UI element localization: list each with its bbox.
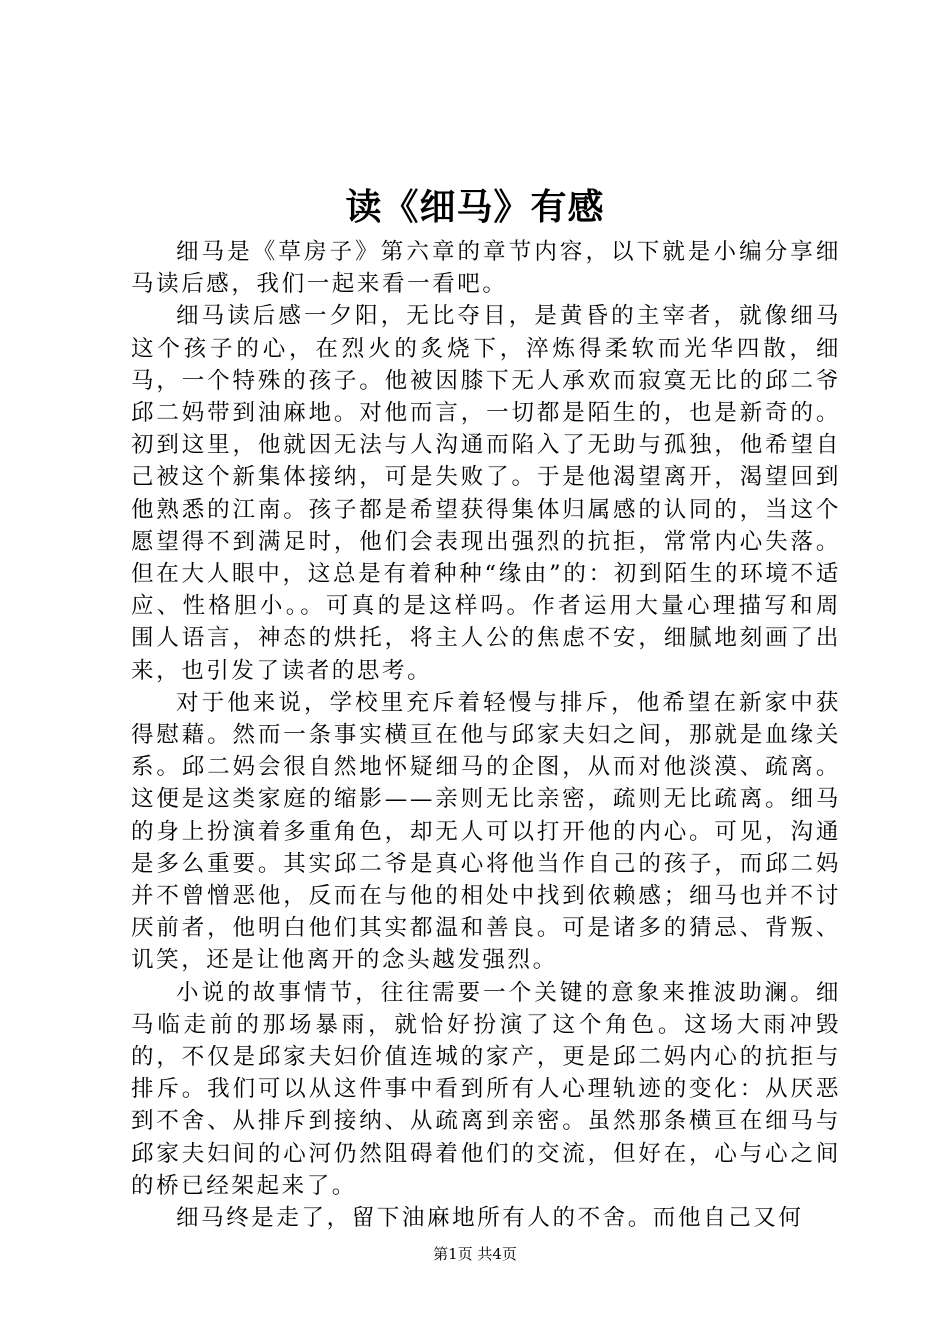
document-title: 读《细马》有感 [345,186,605,228]
paragraph: 对于他来说，学校里充斥着轻慢与排斥，他希望在新家中获得慰藉。然而一条事实横亘在他与邱家夫妇之间，那就是血缘关系。邱二妈会很自然地怀疑细马的企图，从而对他淡漠、疏离。这便是这类家庭的缩影——亲则无比亲密，疏则无比疏离。细马的身上扮演着多重角色，却无人可以打开他的内心。可见，沟通是多么重要。其实邱二爷是真心将他当作自己的孩子，而邱二妈并不曾憎恶他，反而在与他的相处中找到依赖感；细马也并不讨厌前者，他明白他们其实都温和善良。可是诸多的猜忌、背叛、讥笑，还是让他离开的念头越发强烈。 [131,689,841,974]
paragraph: 细马是《草房子》第六章的章节内容，以下就是小编分享细马读后感，我们一起来看一看吧。 [131,239,841,298]
document-body [131,236,841,1234]
page-number-footer: 第1页 共4页 [433,1245,517,1263]
paragraph: 细马终是走了，留下油麻地所有人的不舍。而他自己又何 [176,1205,804,1232]
paragraph: 小说的故事情节，往往需要一个关键的意象来推波助澜。细马临走前的那场暴雨，就恰好扮演了这个角色。这场大雨冲毁的，不仅是邱家夫妇价值连城的家产，更是邱二妈内心的抗拒与排斥。我们可以从这件事中看到所有人心理轨迹的变化：从厌恶到不舍、从排斥到接纳、从疏离到亲密。虽然那条横亘在细马与邱家夫妇间的心河仍然阻碍着他们的交流，但好在，心与心之间的桥已经架起来了。 [131,979,841,1199]
paragraph: 细马读后感一夕阳，无比夺目，是黄昏的主宰者，就像细马这个孩子的心，在烈火的炙烧下，淬炼得柔软而光华四散，细马，一个特殊的孩子。他被因膝下无人承欢而寂寞无比的邱二爷邱二妈带到油麻地。对他而言，一切都是陌生的，也是新奇的。初到这里，他就因无法与人沟通而陷入了无助与孤独，他希望自己被这个新集体接纳，可是失败了。于是他渴望离开，渴望回到他熟悉的江南。孩子都是希望获得集体归属感的认同的，当这个愿望得不到满足时，他们会表现出强烈的抗拒，常常内心失落。但在大人眼中，这总是有着种种“缘由”的：初到陌生的环境不适应、性格胆小。。可真的是这样吗。作者运用大量心理描写和周围人语言，神态的烘托，将主人公的焦虑不安，细腻地刻画了出来，也引发了读者的思考。 [131,303,841,684]
